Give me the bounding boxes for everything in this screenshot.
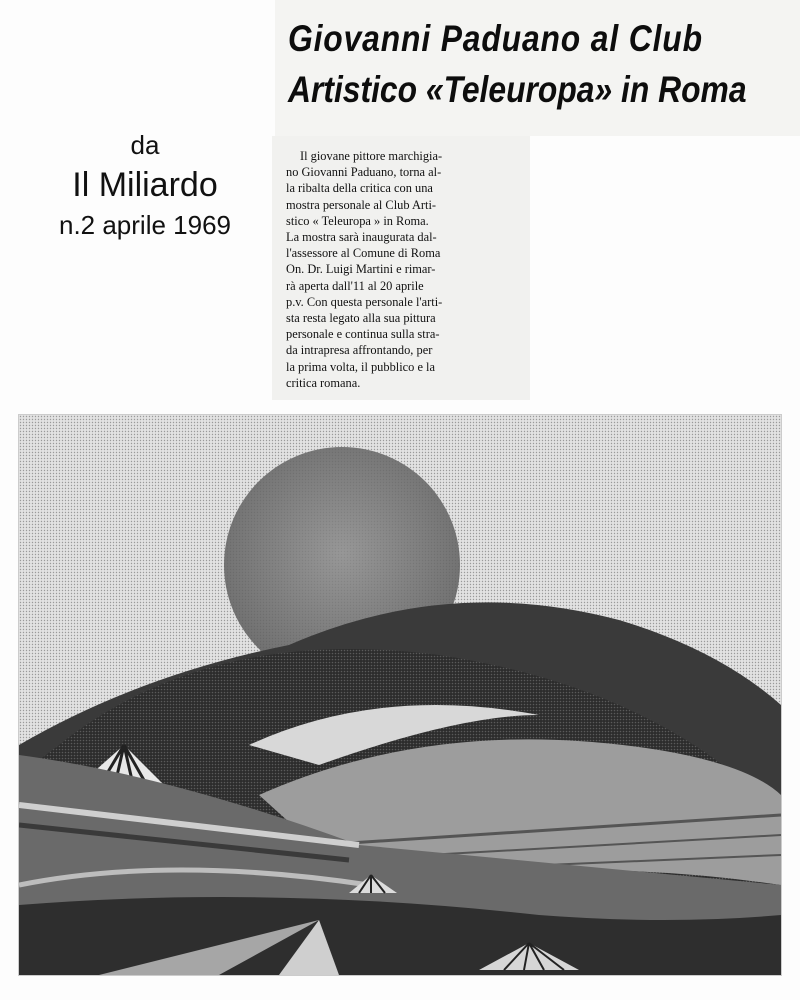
article-line: da intrapresa affrontando, per bbox=[286, 343, 433, 358]
issue-date: n.2 aprile 1969 bbox=[58, 210, 232, 240]
article-headline bbox=[288, 14, 747, 116]
article-line: On. Dr. Luigi Martini e rimar- bbox=[286, 262, 436, 277]
article-line: La mostra sarà inaugurata dal- bbox=[286, 230, 437, 245]
headline-line-2: Artistico «Teleuropa» in Roma bbox=[288, 69, 747, 110]
article-line: mostra personale al Club Arti- bbox=[286, 197, 437, 212]
article-line: personale e continua sulla stra- bbox=[286, 327, 440, 342]
article-body bbox=[286, 148, 526, 391]
article-line: p.v. Con questa personale l'arti- bbox=[286, 294, 443, 309]
source-prefix: da bbox=[130, 130, 160, 160]
article-line: la prima volta, il pubblico e la bbox=[286, 359, 435, 374]
publication-name: Il Miliardo bbox=[72, 166, 218, 204]
headline-line-1: Giovanni Paduano al Club bbox=[288, 18, 703, 59]
article-line: sta resta legato alla sua pittura bbox=[286, 311, 436, 326]
article-line: la ribalta della critica con una bbox=[286, 181, 433, 196]
article-line: Il giovane pittore marchigia- bbox=[300, 149, 443, 163]
painting-reproduction bbox=[18, 414, 782, 976]
article-line: l'assessore al Comune di Roma bbox=[286, 246, 441, 261]
article-line: critica romana. bbox=[286, 375, 361, 390]
article-line: no Giovanni Paduano, torna al- bbox=[286, 165, 442, 180]
source-caption bbox=[20, 128, 270, 242]
article-line: stico « Teleuropa » in Roma. bbox=[286, 213, 429, 228]
painting-landscape-image bbox=[19, 415, 781, 975]
article-line: rà aperta dall'11 al 20 aprile bbox=[286, 278, 424, 293]
